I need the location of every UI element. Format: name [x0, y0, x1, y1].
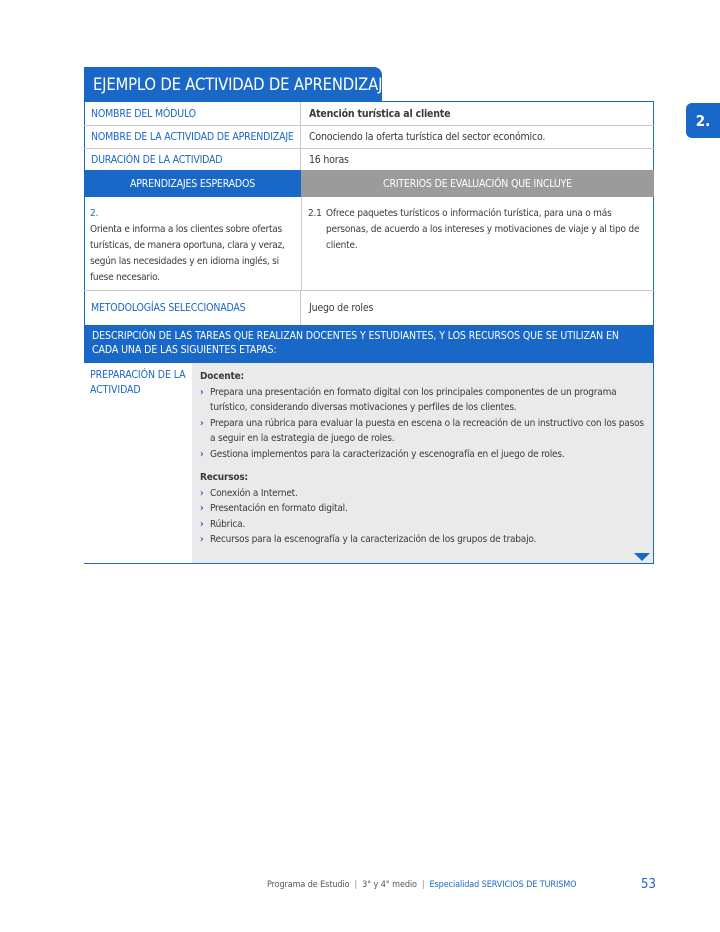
duration-row [84, 149, 654, 170]
expected-learning-cell [90, 206, 295, 286]
footer-specialty: Especialidad SERVICIOS DE TURISMO [429, 880, 577, 890]
chevron-right-icon: › [200, 503, 204, 514]
methodology-label: METODOLOGÍAS SELECCIONADAS [84, 291, 301, 325]
resources-list [200, 486, 645, 548]
activity-name-row [84, 126, 654, 148]
list-item: › Rúbrica. [200, 517, 645, 533]
page-footer: Programa de Estudio | 3° y 4° medio | Especialidad SERVICIOS DE TURISMO [267, 880, 577, 890]
list-item: › Recursos para la escenografía y la caracterización de los grupos de trabajo. [200, 532, 645, 548]
module-value: Atención turística al cliente [309, 107, 451, 120]
learning-text: Orienta e informa a los clientes sobre ofertas turísticas, de manera oportuna, clara y veraz, según las necesidades y en idioma inglés, si fuese necesario. [90, 224, 285, 283]
chapter-tab: 2. [686, 103, 720, 138]
criteria-text: Ofrece paquetes turísticos o información turística, para una o más personas, de acuerdo a los intereses y motivaciones de viaje y al tipo de cliente. [326, 208, 640, 251]
chevron-right-icon: › [200, 487, 204, 499]
list-item: › Prepara una rúbrica para evaluar la puesta en escena o la recreación de un instructivo con los pasos a seguir en la estrategia de juego de roles. [200, 417, 644, 444]
preparation-label: PREPARACIÓN DE LA ACTIVIDAD [84, 363, 192, 563]
module-row [84, 102, 654, 125]
teacher-list [200, 385, 645, 463]
learning-number: 2. [90, 208, 99, 219]
chevron-right-icon: › [200, 448, 204, 460]
expected-learning-header: APRENDIZAJES ESPERADOS [84, 170, 301, 197]
duration-label: DURACIÓN DE LA ACTIVIDAD [84, 149, 301, 170]
methodology-value: Juego de roles [309, 302, 374, 314]
chevron-right-icon: › [200, 534, 204, 545]
duration-value: 16 horas [309, 153, 349, 166]
resources-subtitle: Recursos: [200, 472, 248, 483]
methodology-row [84, 291, 654, 325]
list-item: › Gestiona implementos para la caracterización y escenografía en el juego de roles. [200, 447, 645, 463]
evaluation-criteria-header: CRITERIOS DE EVALUACIÓN QUE INCLUYE [301, 170, 654, 197]
column-divider [301, 197, 302, 290]
activity-name-label: NOMBRE DE LA ACTIVIDAD DE APRENDIZAJE [84, 126, 301, 148]
activity-name-value: Conociendo la oferta turística del sector económico. [309, 131, 546, 143]
teacher-subtitle: Docente: [200, 371, 244, 382]
chevron-right-icon: › [200, 417, 204, 429]
chevron-right-icon: › [200, 386, 204, 398]
activity-title: EJEMPLO DE ACTIVIDAD DE APRENDIZAJE [84, 67, 382, 101]
chevron-right-icon: › [200, 518, 204, 530]
module-label: NOMBRE DEL MÓDULO [84, 102, 301, 125]
tasks-description-header: DESCRIPCIÓN DE LAS TAREAS QUE REALIZAN DOCENTES Y ESTUDIANTES, Y LOS RECURSOS QUE SE UTILIZAN EN CADA UNA DE LAS SIGUIENTES ETAPAS: [84, 325, 654, 363]
list-item: › Prepara una presentación en formato digital con los principales componentes de un programa turístico, considerando diversas motivaciones y perfiles de los clientes. [200, 386, 617, 413]
footer-program: Programa de Estudio [267, 880, 350, 890]
page-number: 53 [641, 877, 656, 892]
criteria-cell [308, 206, 646, 254]
list-item: › Presentación en formato digital. [200, 501, 645, 517]
continue-triangle-icon [634, 553, 650, 561]
list-item: › Conexión a Internet. [200, 486, 645, 502]
preparation-content [192, 363, 653, 563]
footer-grade: 3° y 4° medio [362, 880, 417, 890]
criteria-number: 2.1 [308, 208, 322, 219]
